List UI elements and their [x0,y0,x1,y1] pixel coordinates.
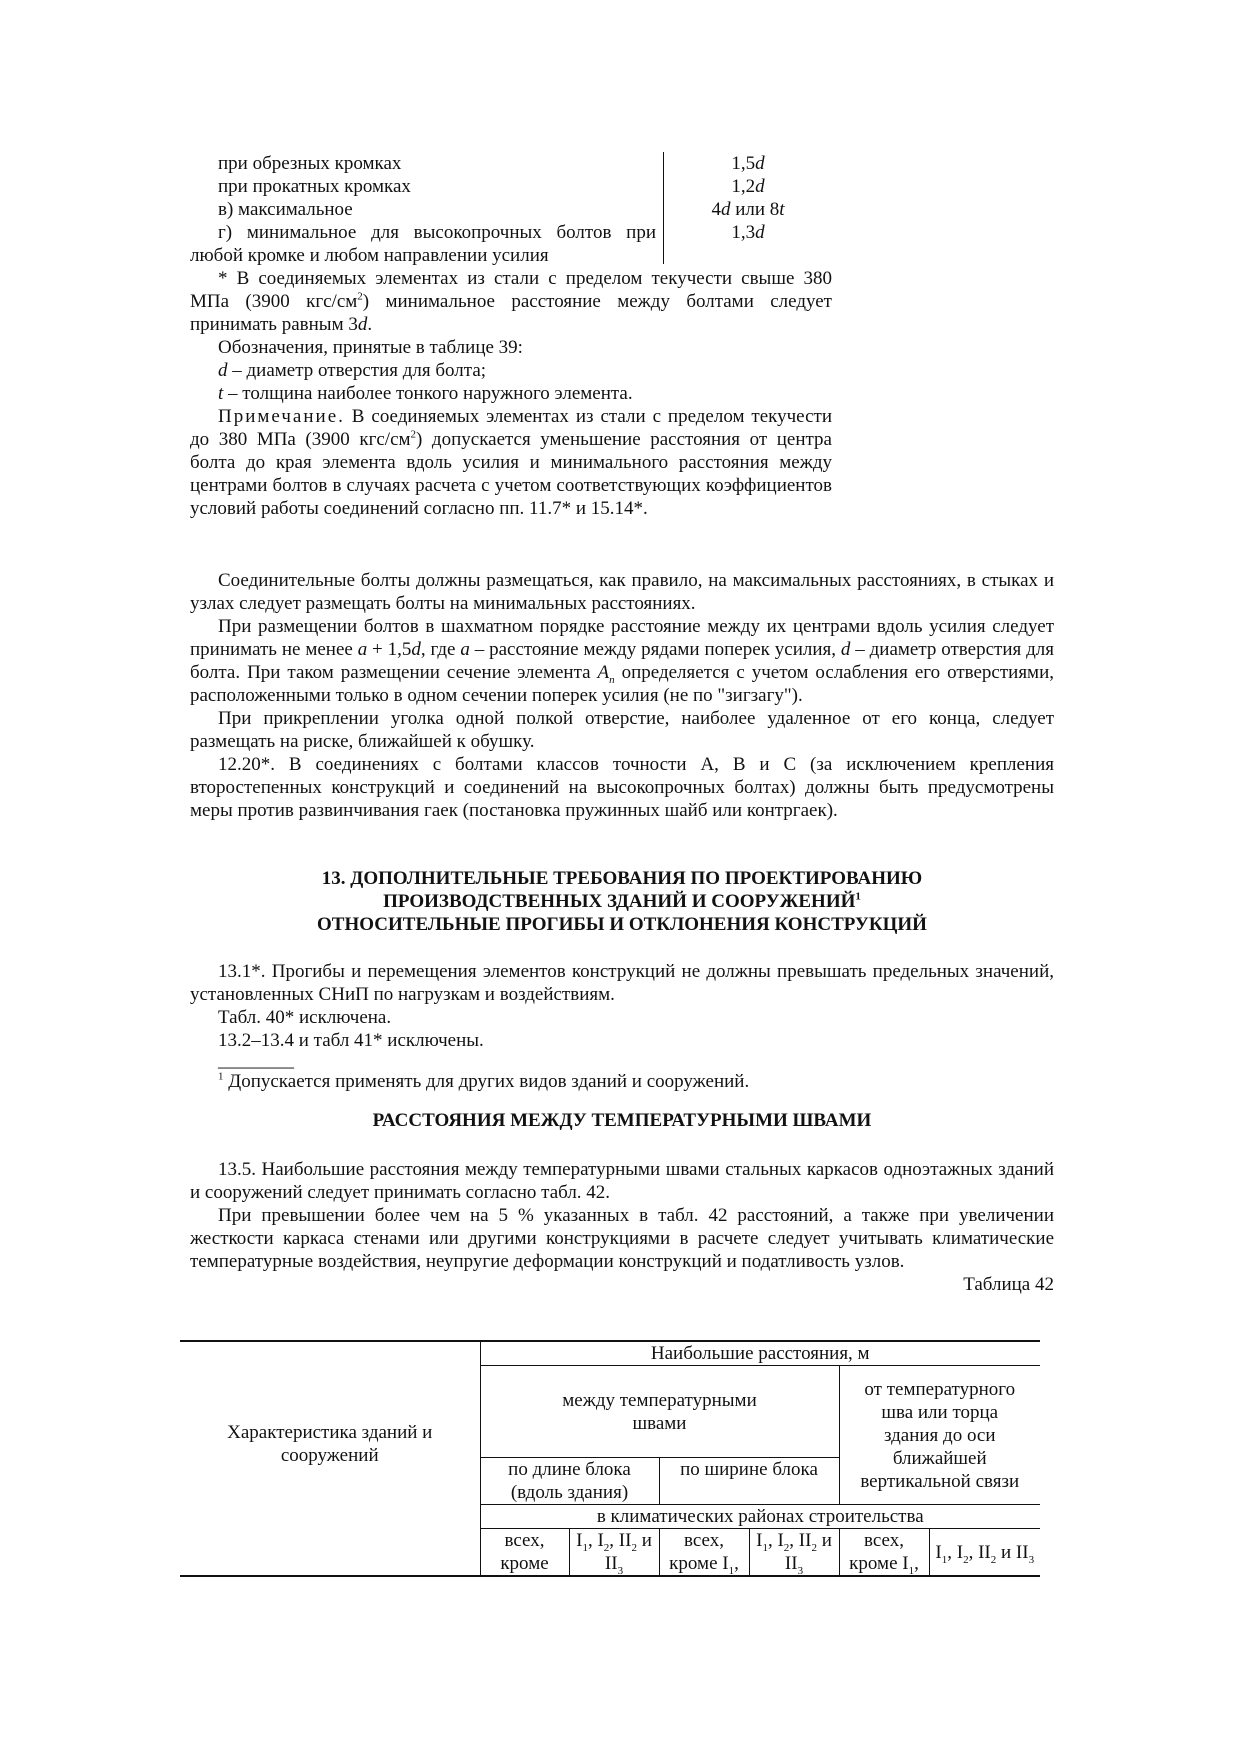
heading-line: ПРОИЗВОДСТВЕННЫХ ЗДАНИЙ И СООРУЖЕНИЙ$^1$ [383,890,861,912]
subheader-cell: всех, кроме $I_1$, [839,1529,929,1577]
paragraph: 12.20*. В соединениях с болтами классов точности А, В и С (за исключением крепления второстепенных конструкций и соединений на высокопрочных болтах) должны быть предусмотрены меры против развинчивания гаек (постановка пружинных шайб или контргаек). [190,754,1054,821]
legend-t: t – толщина наиболее тонкого наружного элемента. [218,383,633,404]
top-table-row [218,152,658,175]
header-max-distances: Наибольшие расстояния, м [480,1341,1040,1366]
header-width: по ширине блока [659,1458,839,1505]
row-label: г) минимальное для высокопрочных болтов при любой кромке и любом направлении усилия [190,222,656,266]
heading-line: ОТНОСИТЕЛЬНЫЕ ПРОГИБЫ И ОТКЛОНЕНИЯ КОНСТРУКЦИЙ [317,914,927,935]
subheader-cell: $I_1$, $I_2$, $II_2$ и $II_3$ [569,1529,659,1577]
top-table-row [218,198,658,221]
top-table-value: 4d или 8t [711,199,785,220]
subheader-cell: всех, кроме [480,1529,569,1577]
table-42 [180,1340,1040,1577]
top-table-value: 1,2d [731,176,765,197]
paragraph: При прикреплении уголка одной полкой отверстие, наиболее удаленное от его конца, следует размещать на риске, ближайшей к обушку. [190,708,1054,752]
section-heading [190,867,1054,936]
paragraph: 13.1*. Прогибы и перемещения элементов конструкций не должны превышать предельных значений, установленных СНиП по нагрузкам и воздействиям. [190,961,1054,1005]
col-characteristic: Характеристика зданий и сооружений [180,1341,480,1576]
notes-block [190,267,832,520]
main-body [190,569,1054,822]
legend-d: d – диаметр отверстия для болта; [218,360,487,381]
subheader-cell: $I_1$, $I_2$, $II_2$ и $II_3$ [929,1529,1040,1577]
header-between: между температурными швами [480,1366,839,1458]
header-length: по длине блока (вдоль здания) [480,1458,659,1505]
paragraph: Соединительные болты должны размещаться, как правило, на максимальных расстояниях, в стыках и узлах следует размещать болты на минимальных расстояниях. [190,570,1054,614]
subheader-cell: всех, кроме $I_1$, [659,1529,749,1577]
row-label: при обрезных кромках [218,153,402,174]
section13-body [190,960,1054,1093]
section-heading [190,1109,1054,1132]
footnote: $^1$ Допускается применять для других видов зданий и сооружений. [218,1070,750,1092]
top-table-row [218,175,658,198]
top-table-value: 1,3d [731,222,765,243]
footnote-rule: ________ [218,1050,294,1071]
subheader-cell: $I_1$, $I_2$, $II_2$ и $II_3$ [749,1529,839,1577]
header-climate: в климатических районах строительства [480,1505,1040,1529]
paragraph: При превышении более чем на 5 % указанных в табл. 42 расстояний, а также при увеличении жесткости каркаса стенами или другими конструкциями в расчете следует учитывать климатические температурные воздействия, неупругие деформации конструкций и податливость узлов. [190,1205,1054,1272]
heading-line: РАССТОЯНИЯ МЕЖДУ ТЕМПЕРАТУРНЫМИ ШВАМИ [372,1110,872,1131]
top-table-value: 1,5d [731,153,765,174]
legend-title: Обозначения, принятые в таблице 39: [218,337,523,358]
header-from: от температурного шва или торца здания до оси ближайшей вертикальной связи [839,1366,1040,1505]
row-label: в) максимальное [218,199,353,220]
primechanie: Примечание. В соединяемых элементах из стали с пределом текучести до 380 МПа (3900 кгс/$см^2$) допускается уменьшение расстояния от центра болта до края элемента вдоль усилия и минимального расстояния между центрами болтов в случаях расчета с учетом соответствующих коэффициентов условий работы соединений согласно пп. 11.7* и 15.14*. [190,406,832,519]
table-label: Таблица 42 [963,1274,1054,1295]
star-note: * В соединяемых элементах из стали с пределом текучести свыше 380 МПа (3900 кгс/$см^2$) минимальное расстояние между болтами следует принимать равным 3d. [190,268,832,335]
paragraph: 13.2–13.4 и табл 41* исключены. [218,1030,484,1051]
paragraph: 13.5. Наибольшие расстояния между температурными швами стальных каркасов одноэтажных зданий и сооружений следует принимать согласно табл. 42. [190,1159,1054,1203]
paragraph: При размещении болтов в шахматном порядке расстояние между их центрами вдоль усилия следует принимать не менее a + 1,5d, где a – расстояние между рядами поперек усилия, d – диаметр отверстия для болта. При таком размещении сечение элемента $A_n$ определяется с учетом ослабления его отверстиями, расположенными только в одном сечении поперек усилия (не по "зигзагу"). [190,616,1055,706]
section-body [190,1158,1054,1296]
heading-line: 13. ДОПОЛНИТЕЛЬНЫЕ ТРЕБОВАНИЯ ПО ПРОЕКТИРОВАНИЮ [321,868,923,889]
top-table-row [190,221,656,267]
top-table-divider [663,152,664,264]
primechanie-label: Примечание. [218,406,345,427]
paragraph: Табл. 40* исключена. [218,1007,392,1028]
row-label: при прокатных кромках [218,176,411,197]
